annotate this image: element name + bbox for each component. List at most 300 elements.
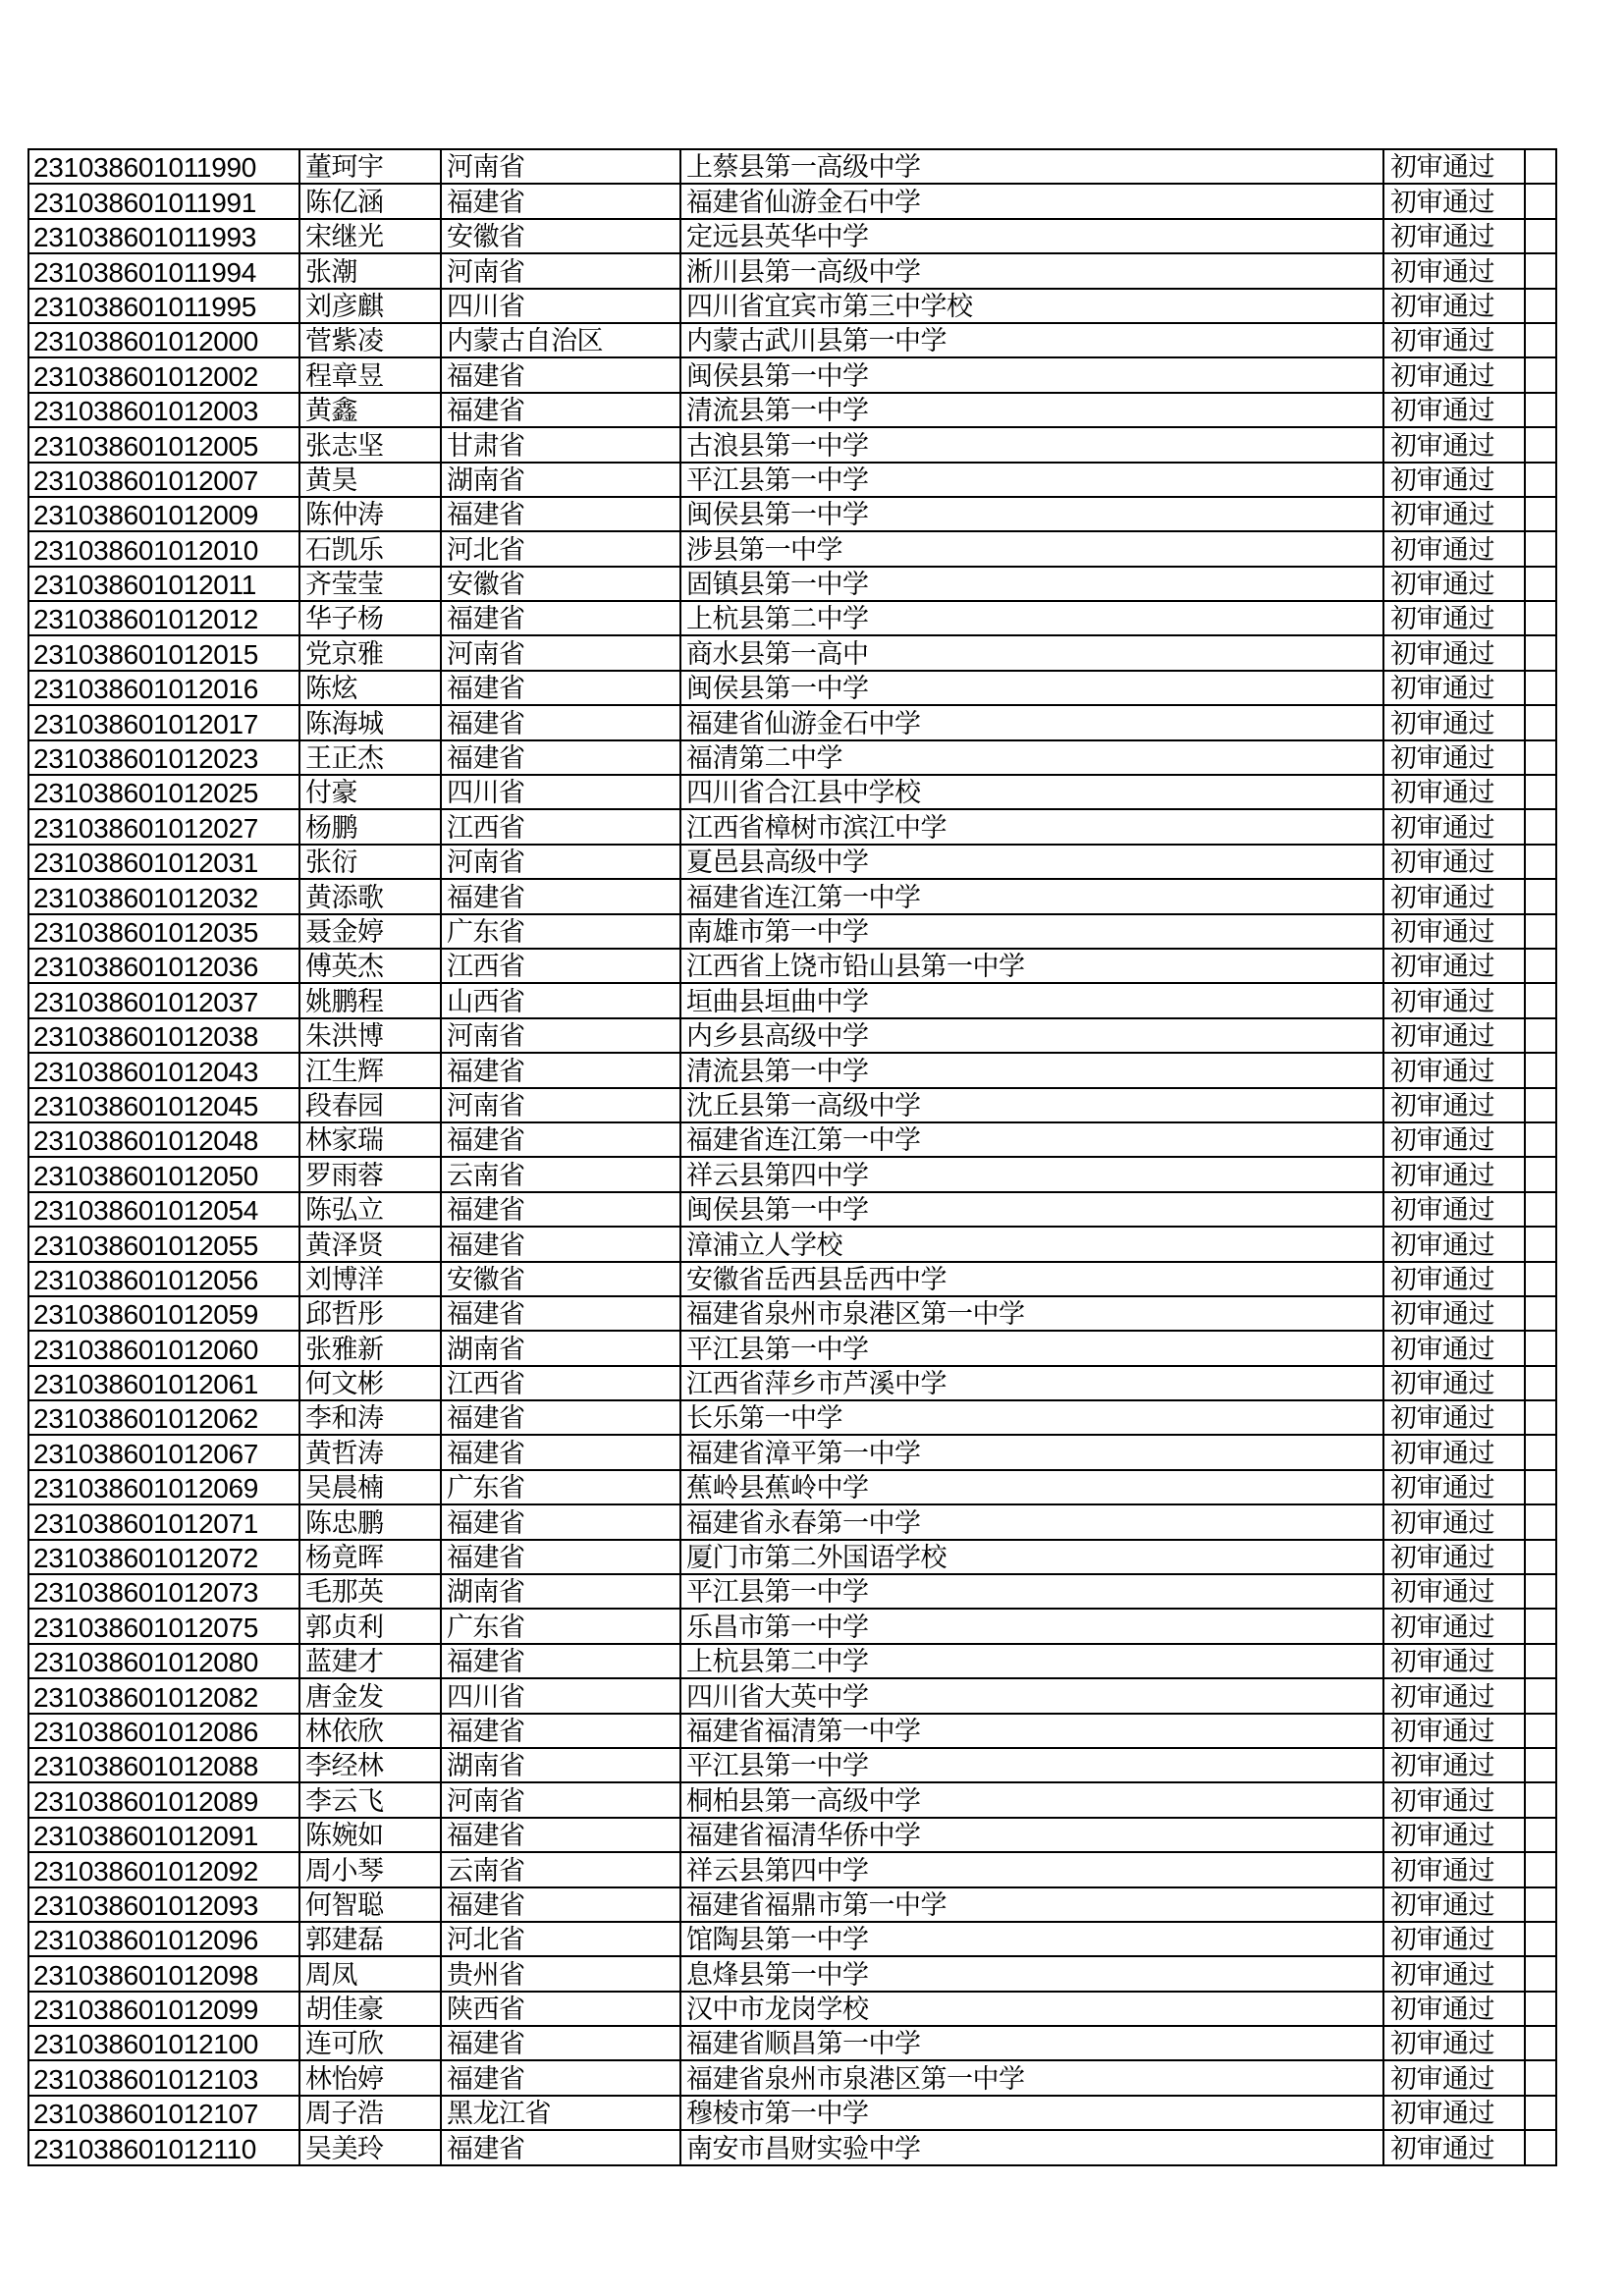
school-cell: 福建省仙游金石中学 (680, 705, 1383, 739)
empty-trailing-cell (1525, 1192, 1556, 1227)
review-status-cell: 初审通过 (1383, 463, 1525, 497)
table-row (28, 567, 1556, 601)
applicant-id-cell: 231038601012089 (28, 1782, 299, 1817)
province-cell: 贵州省 (441, 1956, 680, 1991)
table-row (28, 775, 1556, 809)
review-status-cell: 初审通过 (1383, 184, 1525, 218)
applicant-id-cell: 231038601012075 (28, 1609, 299, 1643)
table-row (28, 1296, 1556, 1331)
school-cell: 福建省漳平第一中学 (680, 1435, 1383, 1469)
school-cell: 漳浦立人学校 (680, 1227, 1383, 1261)
table-row (28, 1157, 1556, 1191)
applicant-name-cell: 刘博洋 (299, 1262, 441, 1296)
school-cell: 淅川县第一高级中学 (680, 253, 1383, 288)
empty-trailing-cell (1525, 740, 1556, 775)
empty-trailing-cell (1525, 1053, 1556, 1087)
table-row (28, 1331, 1556, 1365)
school-cell: 福建省顺昌第一中学 (680, 2026, 1383, 2060)
school-cell: 古浪县第一中学 (680, 427, 1383, 462)
applicant-id-cell: 231038601012099 (28, 1992, 299, 2026)
applicant-name-cell: 段春园 (299, 1088, 441, 1122)
table-row (28, 463, 1556, 497)
applicant-id-cell: 231038601011994 (28, 253, 299, 288)
empty-trailing-cell (1525, 2130, 1556, 2164)
applicant-name-cell: 朱洪博 (299, 1018, 441, 1053)
review-status-cell: 初审通过 (1383, 2096, 1525, 2130)
province-cell: 安徽省 (441, 1262, 680, 1296)
review-status-cell: 初审通过 (1383, 1296, 1525, 1331)
applicant-name-cell: 聂金婷 (299, 914, 441, 949)
school-cell: 垣曲县垣曲中学 (680, 983, 1383, 1017)
school-cell: 上杭县第二中学 (680, 1644, 1383, 1678)
school-cell: 乐昌市第一中学 (680, 1609, 1383, 1643)
applicant-name-cell: 周小琴 (299, 1852, 441, 1886)
empty-trailing-cell (1525, 845, 1556, 879)
province-cell: 福建省 (441, 740, 680, 775)
applicant-name-cell: 姚鹏程 (299, 983, 441, 1017)
empty-trailing-cell (1525, 427, 1556, 462)
province-cell: 安徽省 (441, 567, 680, 601)
province-cell: 福建省 (441, 1435, 680, 1469)
applicant-name-cell: 林依欣 (299, 1714, 441, 1748)
province-cell: 福建省 (441, 671, 680, 705)
table-row (28, 949, 1556, 983)
applicant-id-cell: 231038601012035 (28, 914, 299, 949)
applicant-name-cell: 华子杨 (299, 601, 441, 635)
applicant-id-cell: 231038601012060 (28, 1331, 299, 1365)
empty-trailing-cell (1525, 1852, 1556, 1886)
applicant-id-cell: 231038601012062 (28, 1400, 299, 1435)
applicant-name-cell: 张潮 (299, 253, 441, 288)
province-cell: 福建省 (441, 357, 680, 392)
school-cell: 江西省萍乡市芦溪中学 (680, 1366, 1383, 1400)
review-status-cell: 初审通过 (1383, 1400, 1525, 1435)
review-status-cell: 初审通过 (1383, 1922, 1525, 1956)
empty-trailing-cell (1525, 531, 1556, 566)
review-status-cell: 初审通过 (1383, 1018, 1525, 1053)
applicant-id-cell: 231038601012002 (28, 357, 299, 392)
table-row (28, 1435, 1556, 1469)
province-cell: 福建省 (441, 2060, 680, 2095)
review-status-cell: 初审通过 (1383, 2130, 1525, 2164)
province-cell: 福建省 (441, 705, 680, 739)
table-row (28, 1122, 1556, 1157)
province-cell: 福建省 (441, 1714, 680, 1748)
applicant-id-cell: 231038601012107 (28, 2096, 299, 2130)
applicant-id-cell: 231038601011991 (28, 184, 299, 218)
review-status-cell: 初审通过 (1383, 705, 1525, 739)
province-cell: 福建省 (441, 184, 680, 218)
table-row (28, 253, 1556, 288)
applicant-id-cell: 231038601012086 (28, 1714, 299, 1748)
school-cell: 四川省宜宾市第三中学校 (680, 289, 1383, 323)
province-cell: 福建省 (441, 601, 680, 635)
applicant-name-cell: 黄哲涛 (299, 1435, 441, 1469)
province-cell: 广东省 (441, 1470, 680, 1504)
table-row (28, 983, 1556, 1017)
table-row (28, 1018, 1556, 1053)
table-row (28, 1574, 1556, 1609)
province-cell: 四川省 (441, 289, 680, 323)
table-row (28, 740, 1556, 775)
province-cell: 福建省 (441, 1053, 680, 1087)
school-cell: 福建省福清华侨中学 (680, 1818, 1383, 1852)
empty-trailing-cell (1525, 1331, 1556, 1365)
applicant-name-cell: 唐金发 (299, 1678, 441, 1713)
applicant-id-cell: 231038601012032 (28, 879, 299, 913)
review-status-cell: 初审通过 (1383, 1192, 1525, 1227)
school-cell: 闽侯县第一中学 (680, 497, 1383, 531)
school-cell: 清流县第一中学 (680, 1053, 1383, 1087)
province-cell: 湖南省 (441, 463, 680, 497)
table-row (28, 2096, 1556, 2130)
applicant-id-cell: 231038601012088 (28, 1748, 299, 1782)
table-row (28, 149, 1556, 184)
review-status-cell: 初审通过 (1383, 1088, 1525, 1122)
province-cell: 云南省 (441, 1852, 680, 1886)
empty-trailing-cell (1525, 1574, 1556, 1609)
province-cell: 福建省 (441, 2130, 680, 2164)
empty-trailing-cell (1525, 1366, 1556, 1400)
applicant-id-cell: 231038601012012 (28, 601, 299, 635)
school-cell: 福建省连江第一中学 (680, 1122, 1383, 1157)
applicant-name-cell: 陈炫 (299, 671, 441, 705)
table-row (28, 1609, 1556, 1643)
province-cell: 四川省 (441, 775, 680, 809)
review-status-cell: 初审通过 (1383, 740, 1525, 775)
applicant-id-cell: 231038601012054 (28, 1192, 299, 1227)
applicant-id-cell: 231038601012023 (28, 740, 299, 775)
applicant-name-cell: 陈海城 (299, 705, 441, 739)
applicant-id-cell: 231038601012073 (28, 1574, 299, 1609)
applicant-name-cell: 蓝建才 (299, 1644, 441, 1678)
province-cell: 江西省 (441, 809, 680, 844)
applicant-id-cell: 231038601012005 (28, 427, 299, 462)
province-cell: 福建省 (441, 1227, 680, 1261)
review-status-cell: 初审通过 (1383, 2026, 1525, 2060)
review-status-cell: 初审通过 (1383, 809, 1525, 844)
table-row (28, 184, 1556, 218)
applicant-id-cell: 231038601012096 (28, 1922, 299, 1956)
province-cell: 安徽省 (441, 219, 680, 253)
table-row (28, 1504, 1556, 1539)
applicant-name-cell: 罗雨蓉 (299, 1157, 441, 1191)
applicant-table-body (28, 149, 1556, 2165)
applicant-id-cell: 231038601012055 (28, 1227, 299, 1261)
applicant-name-cell: 林家瑞 (299, 1122, 441, 1157)
table-row (28, 671, 1556, 705)
school-cell: 上杭县第二中学 (680, 601, 1383, 635)
province-cell: 广东省 (441, 1609, 680, 1643)
school-cell: 涉县第一中学 (680, 531, 1383, 566)
applicant-name-cell: 杨鹏 (299, 809, 441, 844)
empty-trailing-cell (1525, 1157, 1556, 1191)
applicant-name-cell: 黄泽贤 (299, 1227, 441, 1261)
school-cell: 闽侯县第一中学 (680, 357, 1383, 392)
province-cell: 江西省 (441, 1366, 680, 1400)
review-status-cell: 初审通过 (1383, 1852, 1525, 1886)
school-cell: 桐柏县第一高级中学 (680, 1782, 1383, 1817)
applicant-id-cell: 231038601012027 (28, 809, 299, 844)
applicant-id-cell: 231038601012092 (28, 1852, 299, 1886)
review-status-cell: 初审通过 (1383, 1157, 1525, 1191)
school-cell: 清流县第一中学 (680, 393, 1383, 427)
review-status-cell: 初审通过 (1383, 1262, 1525, 1296)
applicant-name-cell: 菅紫凌 (299, 323, 441, 357)
applicant-id-cell: 231038601012067 (28, 1435, 299, 1469)
applicant-id-cell: 231038601011993 (28, 219, 299, 253)
applicant-name-cell: 李经林 (299, 1748, 441, 1782)
empty-trailing-cell (1525, 1956, 1556, 1991)
review-status-cell: 初审通过 (1383, 1609, 1525, 1643)
review-status-cell: 初审通过 (1383, 323, 1525, 357)
province-cell: 福建省 (441, 1887, 680, 1922)
empty-trailing-cell (1525, 1540, 1556, 1574)
applicant-name-cell: 郭贞利 (299, 1609, 441, 1643)
empty-trailing-cell (1525, 253, 1556, 288)
table-row (28, 1922, 1556, 1956)
province-cell: 广东省 (441, 914, 680, 949)
school-cell: 息烽县第一中学 (680, 1956, 1383, 1991)
applicant-id-cell: 231038601012043 (28, 1053, 299, 1087)
empty-trailing-cell (1525, 1088, 1556, 1122)
school-cell: 穆棱市第一中学 (680, 2096, 1383, 2130)
empty-trailing-cell (1525, 983, 1556, 1017)
review-status-cell: 初审通过 (1383, 427, 1525, 462)
applicant-name-cell: 齐莹莹 (299, 567, 441, 601)
applicant-id-cell: 231038601012071 (28, 1504, 299, 1539)
province-cell: 河北省 (441, 1922, 680, 1956)
province-cell: 福建省 (441, 1192, 680, 1227)
review-status-cell: 初审通过 (1383, 949, 1525, 983)
table-row (28, 219, 1556, 253)
review-status-cell: 初审通过 (1383, 1956, 1525, 1991)
school-cell: 上蔡县第一高级中学 (680, 149, 1383, 184)
school-cell: 闽侯县第一中学 (680, 1192, 1383, 1227)
empty-trailing-cell (1525, 1400, 1556, 1435)
applicant-id-cell: 231038601012003 (28, 393, 299, 427)
province-cell: 河南省 (441, 149, 680, 184)
province-cell: 湖南省 (441, 1748, 680, 1782)
table-row (28, 601, 1556, 635)
review-status-cell: 初审通过 (1383, 1644, 1525, 1678)
review-status-cell: 初审通过 (1383, 1331, 1525, 1365)
review-status-cell: 初审通过 (1383, 1540, 1525, 1574)
applicant-id-cell: 231038601011995 (28, 289, 299, 323)
applicant-id-cell: 231038601012045 (28, 1088, 299, 1122)
province-cell: 福建省 (441, 1296, 680, 1331)
applicant-id-cell: 231038601012098 (28, 1956, 299, 1991)
applicant-id-cell: 231038601012093 (28, 1887, 299, 1922)
empty-trailing-cell (1525, 671, 1556, 705)
empty-trailing-cell (1525, 289, 1556, 323)
applicant-name-cell: 周子浩 (299, 2096, 441, 2130)
table-row (28, 1818, 1556, 1852)
applicant-id-cell: 231038601012103 (28, 2060, 299, 2095)
empty-trailing-cell (1525, 219, 1556, 253)
province-cell: 湖南省 (441, 1331, 680, 1365)
review-status-cell: 初审通过 (1383, 1504, 1525, 1539)
applicant-name-cell: 石凯乐 (299, 531, 441, 566)
review-status-cell: 初审通过 (1383, 1366, 1525, 1400)
applicant-id-cell: 231038601012016 (28, 671, 299, 705)
empty-trailing-cell (1525, 1992, 1556, 2026)
school-cell: 蕉岭县蕉岭中学 (680, 1470, 1383, 1504)
table-row (28, 1192, 1556, 1227)
school-cell: 平江县第一中学 (680, 1331, 1383, 1365)
review-status-cell: 初审通过 (1383, 1714, 1525, 1748)
applicant-id-cell: 231038601012082 (28, 1678, 299, 1713)
empty-trailing-cell (1525, 635, 1556, 670)
applicant-id-cell: 231038601012059 (28, 1296, 299, 1331)
province-cell: 陕西省 (441, 1992, 680, 2026)
empty-trailing-cell (1525, 1262, 1556, 1296)
applicant-id-cell: 231038601012110 (28, 2130, 299, 2164)
review-status-cell: 初审通过 (1383, 357, 1525, 392)
school-cell: 长乐第一中学 (680, 1400, 1383, 1435)
table-row (28, 1956, 1556, 1991)
empty-trailing-cell (1525, 809, 1556, 844)
school-cell: 沈丘县第一高级中学 (680, 1088, 1383, 1122)
review-status-cell: 初审通过 (1383, 601, 1525, 635)
table-row (28, 323, 1556, 357)
school-cell: 固镇县第一中学 (680, 567, 1383, 601)
review-status-cell: 初审通过 (1383, 219, 1525, 253)
applicant-id-cell: 231038601012037 (28, 983, 299, 1017)
review-status-cell: 初审通过 (1383, 1053, 1525, 1087)
table-row (28, 1088, 1556, 1122)
school-cell: 平江县第一中学 (680, 1748, 1383, 1782)
review-status-cell: 初审通过 (1383, 775, 1525, 809)
applicant-name-cell: 周凤 (299, 1956, 441, 1991)
applicant-id-cell: 231038601012025 (28, 775, 299, 809)
province-cell: 甘肃省 (441, 427, 680, 462)
applicant-name-cell: 陈仲涛 (299, 497, 441, 531)
review-status-cell: 初审通过 (1383, 1887, 1525, 1922)
school-cell: 平江县第一中学 (680, 463, 1383, 497)
province-cell: 河南省 (441, 253, 680, 288)
applicant-name-cell: 付豪 (299, 775, 441, 809)
applicant-id-cell: 231038601012050 (28, 1157, 299, 1191)
table-row (28, 1748, 1556, 1782)
review-status-cell: 初审通过 (1383, 845, 1525, 879)
school-cell: 商水县第一高中 (680, 635, 1383, 670)
review-status-cell: 初审通过 (1383, 671, 1525, 705)
applicant-name-cell: 黄昊 (299, 463, 441, 497)
province-cell: 河南省 (441, 845, 680, 879)
province-cell: 江西省 (441, 949, 680, 983)
empty-trailing-cell (1525, 497, 1556, 531)
applicant-id-cell: 231038601012048 (28, 1122, 299, 1157)
applicant-name-cell: 陈弘立 (299, 1192, 441, 1227)
applicant-name-cell: 杨竟晖 (299, 1540, 441, 1574)
table-row (28, 2060, 1556, 2095)
province-cell: 四川省 (441, 1678, 680, 1713)
review-status-cell: 初审通过 (1383, 289, 1525, 323)
applicant-name-cell: 邱哲彤 (299, 1296, 441, 1331)
school-cell: 闽侯县第一中学 (680, 671, 1383, 705)
review-status-cell: 初审通过 (1383, 1818, 1525, 1852)
province-cell: 河北省 (441, 531, 680, 566)
empty-trailing-cell (1525, 2060, 1556, 2095)
review-status-cell: 初审通过 (1383, 253, 1525, 288)
province-cell: 福建省 (441, 1122, 680, 1157)
table-row (28, 357, 1556, 392)
empty-trailing-cell (1525, 1644, 1556, 1678)
empty-trailing-cell (1525, 1018, 1556, 1053)
review-status-cell: 初审通过 (1383, 393, 1525, 427)
school-cell: 福清第二中学 (680, 740, 1383, 775)
table-row (28, 809, 1556, 844)
review-status-cell: 初审通过 (1383, 983, 1525, 1017)
empty-trailing-cell (1525, 1227, 1556, 1261)
province-cell: 河南省 (441, 1088, 680, 1122)
applicant-name-cell: 陈婉如 (299, 1818, 441, 1852)
applicant-id-cell: 231038601012080 (28, 1644, 299, 1678)
applicant-id-cell: 231038601012072 (28, 1540, 299, 1574)
province-cell: 黑龙江省 (441, 2096, 680, 2130)
review-status-cell: 初审通过 (1383, 2060, 1525, 2095)
applicant-name-cell: 程章昱 (299, 357, 441, 392)
empty-trailing-cell (1525, 1609, 1556, 1643)
province-cell: 福建省 (441, 1644, 680, 1678)
province-cell: 湖南省 (441, 1574, 680, 1609)
applicant-id-cell: 231038601012100 (28, 2026, 299, 2060)
school-cell: 福建省泉州市泉港区第一中学 (680, 1296, 1383, 1331)
table-row (28, 1714, 1556, 1748)
province-cell: 河南省 (441, 1018, 680, 1053)
empty-trailing-cell (1525, 149, 1556, 184)
empty-trailing-cell (1525, 1887, 1556, 1922)
review-status-cell: 初审通过 (1383, 1782, 1525, 1817)
school-cell: 福建省泉州市泉港区第一中学 (680, 2060, 1383, 2095)
applicant-id-cell: 231038601012015 (28, 635, 299, 670)
school-cell: 四川省合江县中学校 (680, 775, 1383, 809)
review-status-cell: 初审通过 (1383, 1227, 1525, 1261)
province-cell: 山西省 (441, 983, 680, 1017)
review-status-cell: 初审通过 (1383, 567, 1525, 601)
applicant-id-cell: 231038601012009 (28, 497, 299, 531)
empty-trailing-cell (1525, 705, 1556, 739)
school-cell: 福建省永春第一中学 (680, 1504, 1383, 1539)
table-row (28, 845, 1556, 879)
empty-trailing-cell (1525, 879, 1556, 913)
school-cell: 夏邑县高级中学 (680, 845, 1383, 879)
applicant-name-cell: 李和涛 (299, 1400, 441, 1435)
empty-trailing-cell (1525, 914, 1556, 949)
empty-trailing-cell (1525, 2096, 1556, 2130)
school-cell: 福建省福鼎市第一中学 (680, 1887, 1383, 1922)
table-row (28, 1782, 1556, 1817)
table-row (28, 1887, 1556, 1922)
applicant-table (27, 148, 1557, 2166)
table-row (28, 1644, 1556, 1678)
table-row (28, 635, 1556, 670)
table-row (28, 1470, 1556, 1504)
empty-trailing-cell (1525, 949, 1556, 983)
applicant-id-cell: 231038601012031 (28, 845, 299, 879)
applicant-name-cell: 刘彦麒 (299, 289, 441, 323)
table-row (28, 1227, 1556, 1261)
empty-trailing-cell (1525, 2026, 1556, 2060)
review-status-cell: 初审通过 (1383, 1122, 1525, 1157)
table-row (28, 427, 1556, 462)
empty-trailing-cell (1525, 1504, 1556, 1539)
empty-trailing-cell (1525, 1922, 1556, 1956)
empty-trailing-cell (1525, 1714, 1556, 1748)
school-cell: 福建省仙游金石中学 (680, 184, 1383, 218)
applicant-name-cell: 吴美玲 (299, 2130, 441, 2164)
